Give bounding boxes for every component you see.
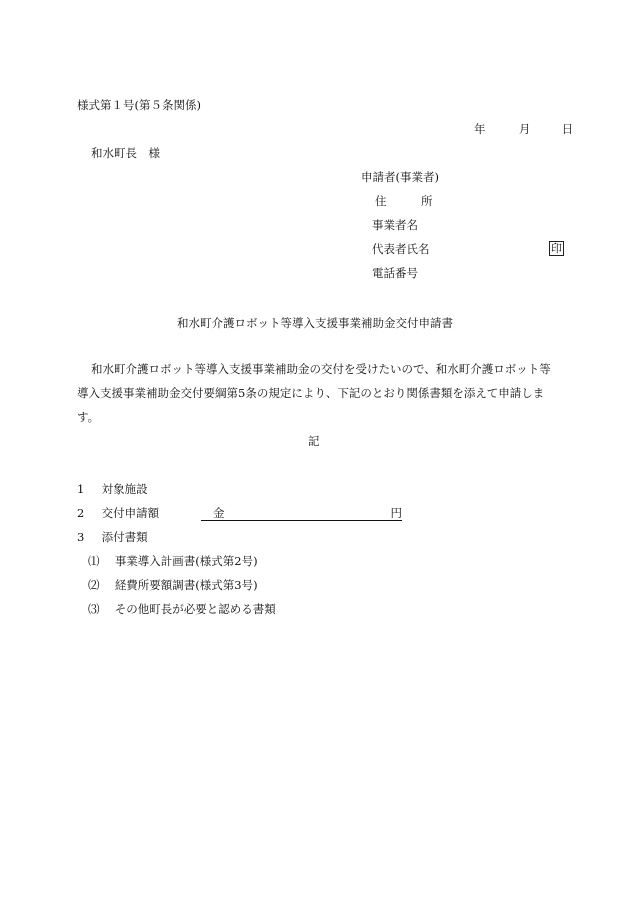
applicant-phone-label: 電話番号 bbox=[372, 266, 418, 280]
item-1 bbox=[77, 482, 148, 496]
amount-suffix: 円 bbox=[390, 506, 402, 520]
amount-field bbox=[201, 506, 402, 521]
attachment-2-number: ⑵ bbox=[88, 578, 100, 592]
date-day: 日 bbox=[561, 122, 574, 136]
attachment-1 bbox=[88, 554, 258, 568]
date-year: 年 bbox=[474, 122, 486, 136]
attachment-3 bbox=[88, 602, 276, 616]
item-3 bbox=[77, 530, 148, 544]
item-2-number: 2 bbox=[77, 506, 85, 520]
attachment-2 bbox=[88, 578, 258, 592]
attachment-1-number: ⑴ bbox=[88, 554, 100, 568]
item-2 bbox=[77, 506, 159, 520]
attachment-3-number: ⑶ bbox=[88, 602, 100, 616]
applicant-business-name-label: 事業者名 bbox=[372, 218, 418, 232]
seal-box: 印 bbox=[551, 242, 562, 255]
attachment-2-text: 経費所要額調書(様式第3号) bbox=[114, 578, 258, 592]
item-2-label: 交付申請額 bbox=[101, 506, 160, 520]
attachment-1-text: 事業導入計画書(様式第2号) bbox=[114, 554, 258, 568]
applicant-address-label: 住 所 bbox=[375, 194, 433, 208]
body-line-1: 和水町介護ロボット等導入支援事業補助金の交付を受けたいので、和水町介護ロボット等 bbox=[91, 362, 551, 376]
document-title: 和水町介護ロボット等導入支援事業補助金交付申請書 bbox=[177, 316, 453, 330]
addressee: 和水町長 様 bbox=[91, 146, 160, 160]
item-1-label: 対象施設 bbox=[101, 482, 148, 496]
applicant-representative-label: 代表者氏名 bbox=[372, 242, 430, 256]
form-number: 様式第１号(第５条関係) bbox=[77, 98, 201, 112]
item-1-number: 1 bbox=[77, 482, 85, 496]
item-3-label: 添付書類 bbox=[101, 530, 148, 544]
seal-mark bbox=[549, 241, 564, 256]
ki-heading: 記 bbox=[308, 434, 320, 448]
date-month: 月 bbox=[518, 122, 531, 136]
body-line-2: 導入支援事業補助金交付要綱第5条の規定により、下記のとおり関係書類を添えて申請しま bbox=[77, 386, 545, 400]
attachment-3-text: その他町長が必要と認める書類 bbox=[114, 602, 276, 616]
date-line bbox=[474, 122, 573, 136]
body-line-3: す。 bbox=[77, 410, 100, 424]
amount-prefix: 金 bbox=[213, 506, 225, 520]
item-3-number: 3 bbox=[77, 530, 85, 544]
applicant-heading: 申請者(事業者) bbox=[361, 170, 439, 184]
